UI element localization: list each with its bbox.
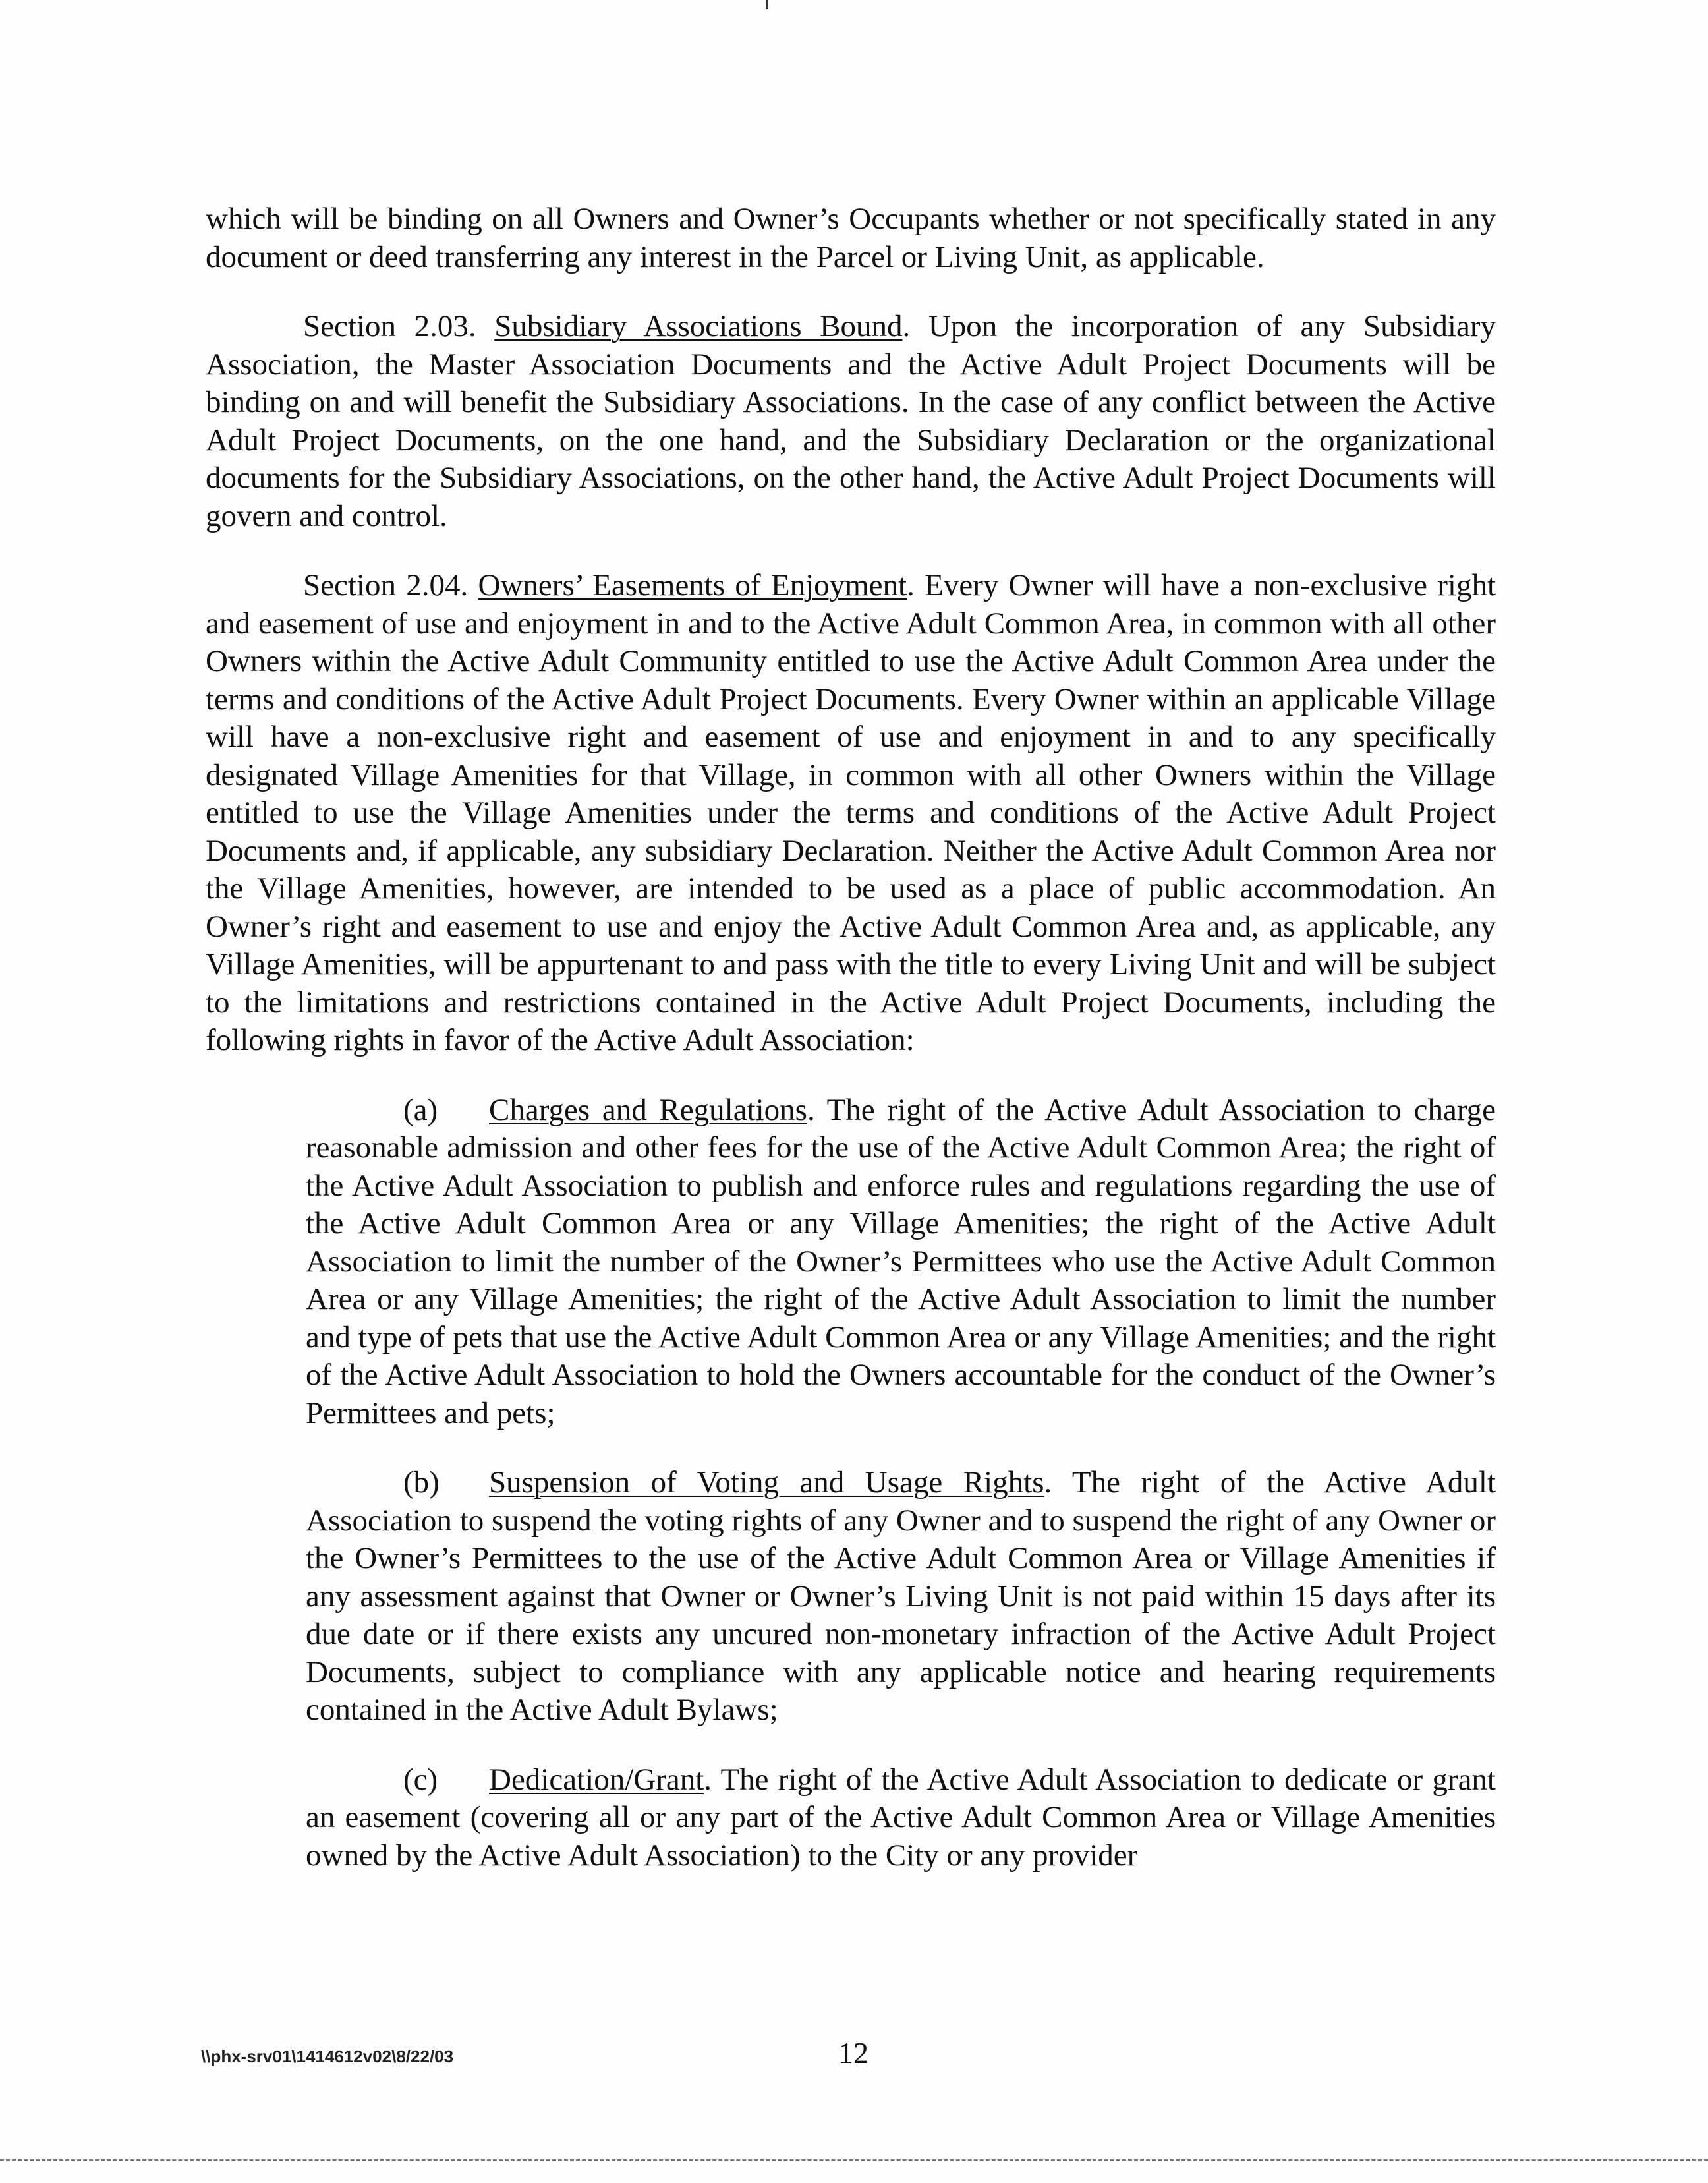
section-heading: Owners’ Easements of Enjoyment <box>478 568 907 602</box>
subsection-text: . The right of the Active Adult Association to suspend the voting rights of any Owner and to suspend the right of any Owner or the Owner’s Permittees to the use of the Active Adult Common Area or Village Amenities if any assessment against that Owner or Owner’s Living Unit is not paid within 15 days after its due date or if there exists any uncured non-monetary infraction of the Active Adult Project Documents, subject to compliance with any applicable notice and hearing requirements contained in the Active Adult Bylaws; <box>306 1465 1496 1727</box>
document-body <box>206 200 1496 1906</box>
subsection-text: . The right of the Active Adult Association to charge reasonable admission and other fees for the use of the Active Adult Common Area; the right of the Active Adult Association to publish and enforce rules and regulations regarding the use of the Active Adult Common Area or any Village Amenities; the right of the Active Adult Association to limit the number of the Owner’s Permittees who use the Active Adult Common Area or any Village Amenities; the right of the Active Adult Association to limit the number and type of pets that use the Active Adult Common Area or any Village Amenities; and the right of the Active Adult Association to hold the Owners accountable for the conduct of the Owner’s Permittees and pets; <box>306 1092 1496 1430</box>
scan-mark <box>766 0 768 9</box>
subsection-letter: (b) <box>403 1465 440 1499</box>
section-number: Section 2.03. <box>303 309 476 343</box>
section-2-04 <box>206 567 1496 1060</box>
page-number: 12 <box>838 2036 868 2070</box>
footer-document-id: \\phx-srv01\1414612v02\8/22/03 <box>201 2047 454 2066</box>
section-2-03 <box>206 308 1496 535</box>
subsection-letter: (a) <box>403 1092 438 1127</box>
section-text: . Every Owner will have a non-exclusive right and easement of use and enjoyment in and to the Active Adult Common Area, in common with all other Owners within the Active Adult Community entitled to use the Active Adult Common Area under the terms and conditions of the Active Adult Project Documents. Every Owner within an applicable Village will have a non-exclusive right and easement of use and enjoyment in and to any specifically designated Village Amenities for that Village, in common with all other Owners within the Village entitled to use the Village Amenities under the terms and conditions of the Active Adult Project Documents and, if applicable, any subsidiary Declaration. Neither the Active Adult Common Area nor the Village Amenities, however, are intended to be used as a place of public accommodation. An Owner’s right and easement to use and enjoy the Active Adult Common Area and, as applicable, any Village Amenities, will be appurtenant to and pass with the title to every Living Unit and will be subject to the limitations and restrictions contained in the Active Adult Project Documents, including the following rights in favor of the Active Adult Association: <box>206 568 1496 1057</box>
scan-line-divider <box>0 2159 1708 2161</box>
intro-paragraph: which will be binding on all Owners and Owner’s Occupants whether or not specifically stated in any document or deed transferring any interest in the Parcel or Living Unit, as applicable. <box>206 202 1496 274</box>
subsection-b <box>306 1464 1496 1730</box>
subsection-letter: (c) <box>403 1762 438 1797</box>
subsection-c <box>306 1761 1496 1875</box>
subsection-heading: Charges and Regulations <box>489 1092 807 1127</box>
subsection-heading: Suspension of Voting and Usage Rights <box>489 1465 1044 1499</box>
subsection-heading: Dedication/Grant <box>489 1762 704 1797</box>
subsection-text: . The right of the Active Adult Association to dedicate or grant an easement (covering all or any part of the Active Adult Common Area or Village Amenities owned by the Active Adult Association) to the City or any provider <box>306 1762 1496 1873</box>
section-text: . Upon the incorporation of any Subsidiary Association, the Master Association Documents and the Active Adult Project Documents will be binding on and will benefit the Subsidiary Associations. In the case of any conflict between the Active Adult Project Documents, on the one hand, and the Subsidiary Declaration or the organizational documents for the Subsidiary Associations, on the other hand, the Active Adult Project Documents will govern and control. <box>206 309 1496 533</box>
section-heading: Subsidiary Associations Bound <box>494 309 903 343</box>
subsection-a <box>306 1092 1496 1433</box>
section-number: Section 2.04. <box>303 568 469 602</box>
